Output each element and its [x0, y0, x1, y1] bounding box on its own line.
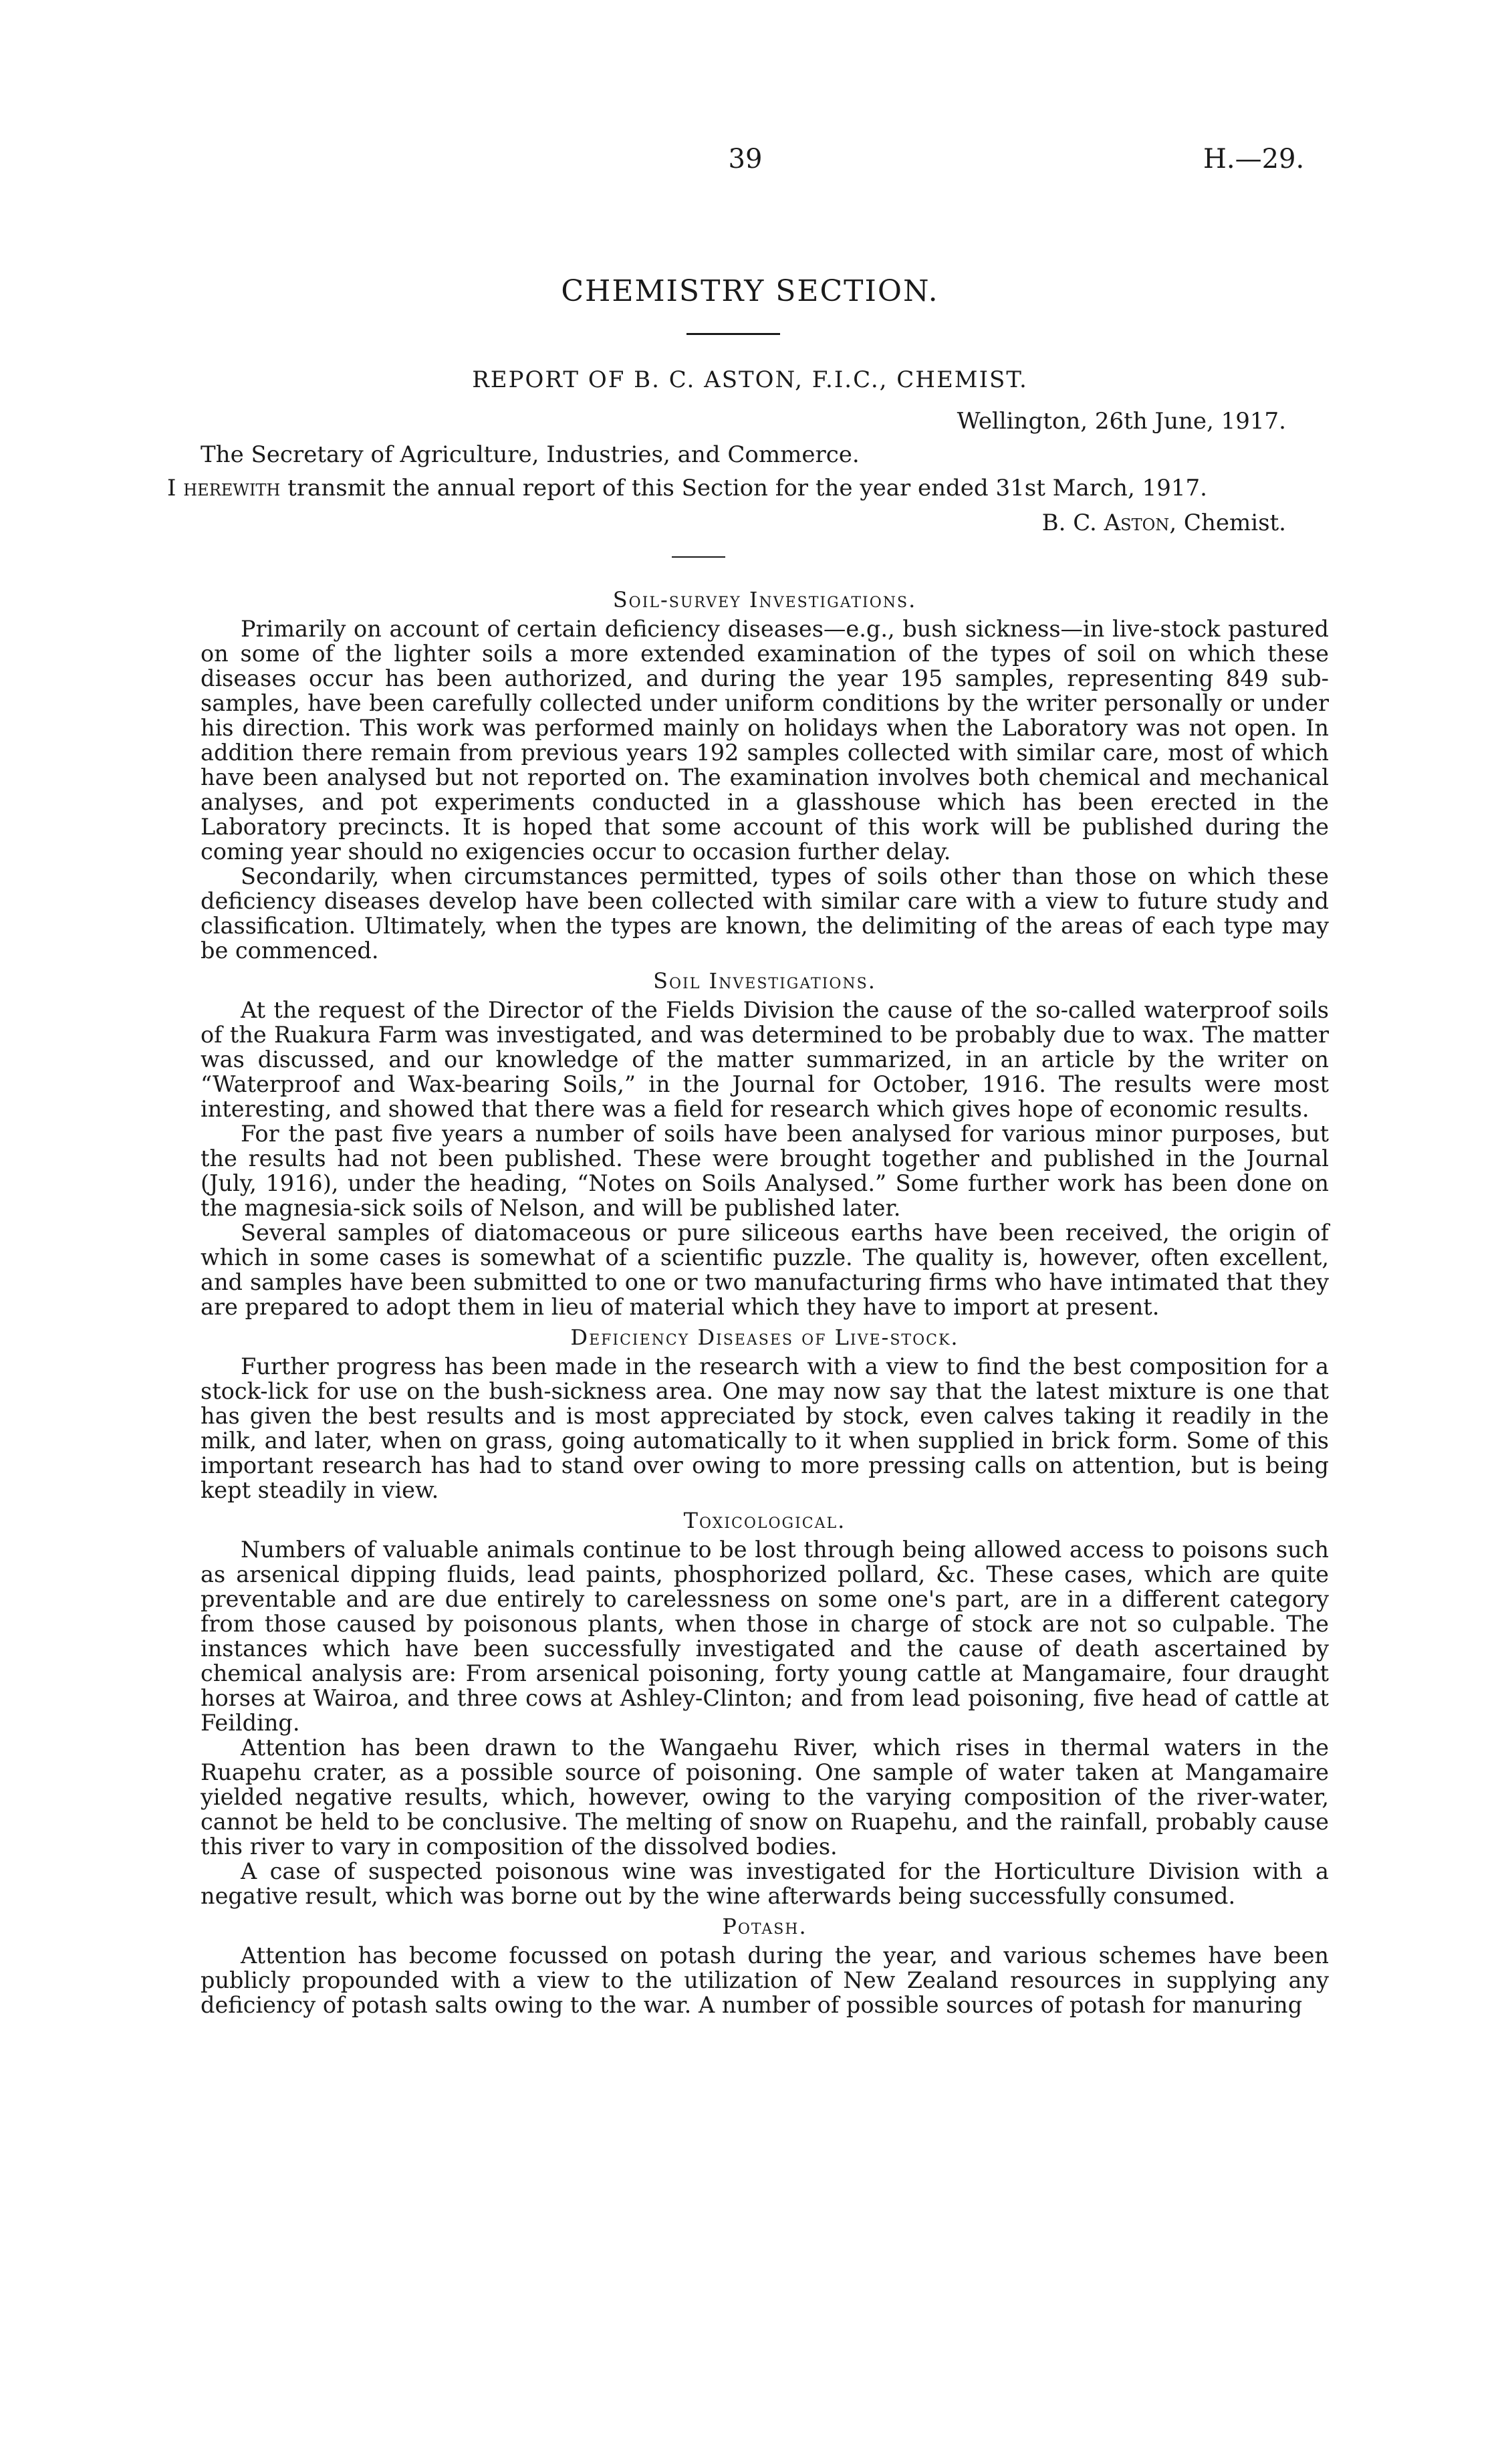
title-divider: [686, 333, 780, 335]
section-heading: Toxicological.: [683, 1508, 846, 1533]
paragraph: Primarily on account of certain deficiency diseases—e.g., bush sickness—in live-stock pastured on some of the lighter soils a more extended examination of the types of soil on which these diseases occur has been authorized, and during the year 195 samples, representing 849 sub-samples, have been carefully collected under uniform conditions by the writer personally or under his direction. This work was performed mainly on holidays when the Laboratory was not open. In addition there remain from previous years 192 samples collected with similar care, most of which have been analysed but not reported on. The examination involves both chemical and mechanical analyses, and pot experiments conducted in a glasshouse which has been erected in the Laboratory precincts. It is hoped that some account of this work will be published during the coming year should no exigencies occur to occasion further delay.: [201, 616, 1329, 865]
document-code: H.—29.: [1203, 144, 1305, 175]
section-heading: Potash.: [722, 1914, 807, 1939]
paragraph: Secondarily, when circumstances permitted, types of soils other than those on which these deficiency diseases develop have been collected with similar care with a view to future study and classification. Ultimately, when the types are known, the delimiting of the areas of each type may be commenced.: [201, 863, 1329, 964]
signature: [1042, 510, 1286, 536]
section-heading: Soil Investigations.: [653, 968, 876, 994]
intro-divider: [672, 556, 725, 558]
paragraph: At the request of the Director of the Fields Division the cause of the so-called waterproof soils of the Ruakura Farm was investigated, and was determined to be probably due to wax. The matter was discussed, and our knowledge of the matter summarized, in an article by the writer on “Waterproof and Wax-bearing Soils,” in the Journal for October, 1916. The results were most interesting, and showed that there was a field for research which gives hope of economic results.: [201, 997, 1329, 1122]
paragraph: Several samples of diatomaceous or pure siliceous earths have been received, the origin of which in some cases is somewhat of a scientific puzzle. The quality is, however, often excellent, and samples have been submitted to one or two manufacturing firms who have intimated that they are prepared to adopt them in lieu of material which they have to import at present.: [201, 1220, 1329, 1320]
paragraph: Further progress has been made in the research with a view to find the best composition for a stock-lick for use on the bush-sickness area. One may now say that the latest mixture is one that has given the best results and is most appreciated by stock, even calves taking it readily in the milk, and later, when on grass, going automatically to it when supplied in brick form. Some of this important research has had to stand over owing to more pressing calls on attention, but is being kept steadily in view.: [201, 1353, 1329, 1503]
paragraph: Numbers of valuable animals continue to be lost through being allowed access to poisons such as arsenical dipping fluids, lead paints, phosphorized pollard, &c. These cases, which are quite preventable and are due entirely to carelessness on some one's part, are in a different category from those caused by poisonous plants, when those in charge of stock are not so culpable. The instances which have been successfully investigated and the cause of death ascertained by chemical analysis are: From arsenical poisoning, forty young cattle at Mangamaire, four draught horses at Wairoa, and three cows at Ashley-Clinton; and from lead poisoning, five head of cattle at Feilding.: [201, 1537, 1329, 1736]
signature-initials: B. C.: [1041, 510, 1104, 536]
intro-lead: I herewith: [167, 475, 281, 501]
paragraph: Attention has become focussed on potash during the year, and various schemes have been publicly propounded with a view to the utilization of New Zealand resources in supplying any deficiency of potash salts owing to the war. A number of possible sources of potash for manuring: [201, 1942, 1329, 2018]
addressee: The Secretary of Agriculture, Industries, and Commerce.: [201, 441, 860, 468]
section-title: CHEMISTRY SECTION.: [561, 274, 939, 308]
signature-name: Aston: [1104, 510, 1170, 536]
page-number: 39: [728, 144, 763, 175]
section-heading: Soil-survey Investigations.: [612, 587, 917, 612]
intro-text: transmit the annual report of this Section for the year ended 31st March, 1917.: [280, 475, 1207, 501]
paragraph: A case of suspected poisonous wine was investigated for the Horticulture Division with a negative result, which was borne out by the wine afterwards being successfully consumed.: [201, 1858, 1329, 1909]
paragraph: Attention has been drawn to the Wangaehu River, which rises in thermal waters in the Ruapehu crater, as a possible source of poisoning. One sample of water taken at Mangamaire yielded negative results, which, however, owing to the varying composition of the river-water, cannot be held to be conclusive. The melting of snow on Ruapehu, and the rainfall, probably cause this river to vary in composition of the dissolved bodies.: [201, 1734, 1329, 1860]
report-body: [201, 582, 1329, 2017]
intro-line: [167, 475, 1303, 501]
paragraph: For the past five years a number of soils have been analysed for various minor purposes, but the results had not been published. These were brought together and published in the Journal (July, 1916), under the heading, “Notes on Soils Analysed.” Some further work has been done on the magnesia-sick soils of Nelson, and will be published later.: [201, 1121, 1329, 1221]
section-heading: Deficiency Diseases of Live-stock.: [570, 1325, 959, 1350]
report-heading: REPORT OF B. C. ASTON, F.I.C., CHEMIST.: [472, 366, 1028, 393]
date-line: Wellington, 26th June, 1917.: [957, 408, 1286, 435]
signature-role: , Chemist.: [1169, 510, 1286, 536]
